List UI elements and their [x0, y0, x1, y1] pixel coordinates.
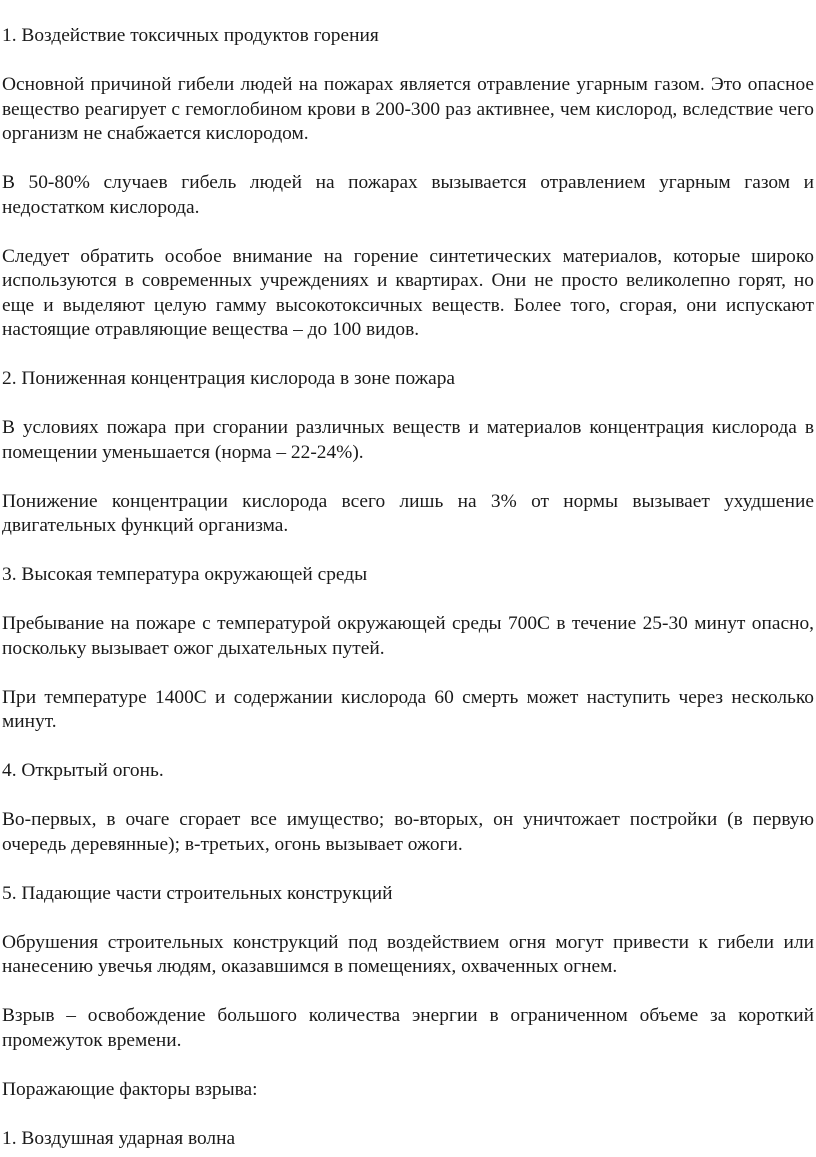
paragraph-synthetic-materials: Следует обратить особое внимание на горение синтетических материалов, которые широко используются в современных учреждениях и квартирах. Они не просто великолепно горят, но еще и выделяют целую гамму высокотоксичных веществ. Более того, сгорая, они испускают настоящие отравляющие вещества – до 100 видов.	[2, 245, 814, 340]
section-heading-low-oxygen: 2. Пониженная концентрация кислорода в зоне пожара	[2, 368, 456, 389]
paragraph-temperature-1400: При температуре 1400С и содержании кислорода 60 смерть может наступить через несколько минут.	[2, 686, 814, 732]
section-heading-falling-structures: 5. Падающие части строительных конструкций	[2, 882, 393, 904]
paragraph-temperature-700: Пребывание на пожаре с температурой окружающей среды 700С в течение 25-30 минут опасно, поскольку вызывает ожог дыхательных путей.	[2, 613, 814, 659]
paragraph-explosion-factors: Поражающие факторы взрыва:	[2, 1078, 258, 1100]
paragraph-carbon-monoxide: Основной причиной гибели людей на пожарах является отравление угарным газом. Это опасное вещество реагирует с гемоглобином крови в 200-300 раз активнее, чем кислород, вследствие чего организм не снабжается кислородом.	[2, 74, 814, 144]
paragraph-structure-collapse: Обрушения строительных конструкций под воздействием огня могут привести к гибели или нанесению увечья людям, оказавшимся в помещениях, охваченных огнем.	[2, 931, 814, 977]
paragraph-oxygen-reduction: Понижение концентрации кислорода всего лишь на 3% от нормы вызывает ухудшение двигательных функций организма.	[2, 490, 814, 536]
paragraph-open-fire-effects: Во-первых, в очаге сгорает все имущество; во-вторых, он уничтожает постройки (в первую очередь деревянные); в-третьих, огонь вызывает ожоги.	[2, 809, 814, 855]
paragraph-oxygen-concentration: В условиях пожара при сгорании различных веществ и материалов концентрация кислорода в помещении уменьшается (норма – 22-24%).	[2, 417, 814, 463]
section-heading-high-temperature: 3. Высокая температура окружающей среды	[2, 564, 368, 585]
section-heading-open-fire: 4. Открытый огонь.	[2, 760, 164, 781]
paragraph-explosion-definition: Взрыв – освобождение большого количества энергии в ограниченном объеме за короткий промежуток времени.	[2, 1005, 814, 1051]
section-heading-toxic-products: 1. Воздействие токсичных продуктов горения	[2, 25, 379, 46]
paragraph-death-statistics: В 50-80% случаев гибель людей на пожарах вызывается отравлением угарным газом и недостатком кислорода.	[2, 172, 814, 218]
section-heading-shock-wave: 1. Воздушная ударная волна	[2, 1127, 236, 1149]
